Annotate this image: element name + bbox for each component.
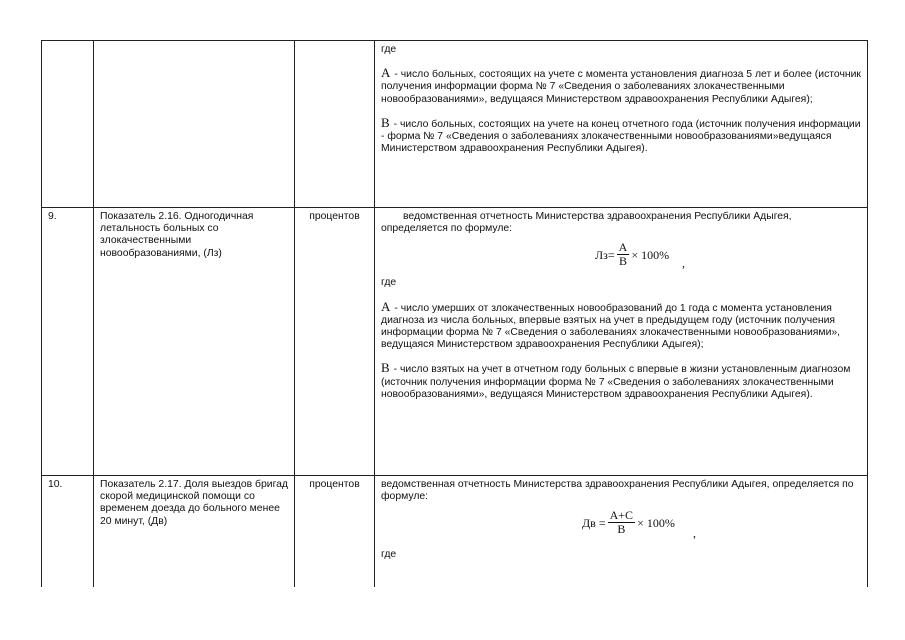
method-cell (375, 208, 868, 476)
row-number-cell: 9. (42, 208, 94, 476)
unit-cell (295, 41, 375, 208)
where-label: где (381, 549, 397, 561)
formula-lhs: Дв = (582, 515, 606, 530)
formula-rhs: × 100% (631, 247, 670, 262)
variable-a-description: A - число умерших от злокачественных новообразований до 1 года с момента установления диагноза из числа больных, впервые взятых на учет в предыдущем году (источник получения информации форма № 7 «Сведения о заболеваниях злокачественными новообразованиями», ведущаяся Министерством здравоохранения Республики Адыгея); (381, 298, 841, 351)
formula-comma: , (682, 256, 685, 271)
formula-denominator: B (617, 522, 626, 537)
variable-b-description: B - число взятых на учет в отчетном году больных с впервые в жизни установленным диагнозом (источник получения информации форма № 7 «Сведения о заболеваниях злокачественными новообразованиями», ведущаяся Министерством здравоохранения Республики Адыгея). (381, 360, 851, 400)
formula-fraction (617, 241, 630, 268)
method-intro: ведомственная отчетность Министерства здравоохранения Республики Адыгея, определяется по формуле: (381, 479, 854, 503)
method-cell (375, 41, 868, 208)
variable-b: B (381, 360, 390, 376)
formula-denominator: B (618, 254, 627, 269)
row-number-cell: 10. (42, 476, 94, 588)
variable-a: A (381, 298, 391, 314)
variable-b-description: B - число больных, состоящих на учете на конец отчетного года (источник получения информации - форма № 7 «Сведения о заболеваниях злокачественными новообразованиями»ведущаяся Министерством здравоохранения Республики Адыгея). (381, 114, 861, 155)
where-label: где (381, 44, 397, 55)
formula-rhs: × 100% (637, 515, 675, 530)
table-row (42, 41, 868, 208)
where-label: где (381, 277, 397, 289)
indicator-name-cell (94, 41, 295, 208)
formula (381, 503, 861, 545)
table-row (42, 476, 868, 588)
method-cell (375, 476, 868, 588)
method-intro: ведомственная отчетность Министерства здравоохранения Республики Адыгея, определяется по формуле: (381, 211, 792, 235)
formula-lhs: Лз= (595, 247, 615, 262)
indicator-name-cell: Показатель 2.16. Одногодичная летальность больных со злокачественными новообразованиями, (Лз) (94, 208, 295, 476)
indicator-name-cell: Показатель 2.17. Доля выездов бригад скорой медицинской помощи со временем доезда до больного менее 20 минут, (Дв) (94, 476, 295, 588)
formula-comma: , (693, 526, 696, 541)
variable-b: B (381, 114, 390, 130)
unit-cell: процентов (295, 208, 375, 476)
unit-cell: процентов (295, 476, 375, 588)
formula-fraction (608, 509, 635, 536)
row-number-cell (42, 41, 94, 208)
variable-a: A (381, 65, 391, 81)
formula-numerator: A (618, 240, 628, 255)
indicators-table (41, 40, 868, 587)
table-row (42, 208, 868, 476)
formula-numerator: A+C (609, 508, 634, 523)
formula (381, 235, 861, 277)
variable-a-description: A - число больных, состоящих на учете с момента установления диагноза 5 лет и более (источник получения информации форма № 7 «Сведения о заболеваниях злокачественными новообразованиями», ведущаяся Министерством здравоохранения Республики Адыгея); (381, 65, 861, 105)
